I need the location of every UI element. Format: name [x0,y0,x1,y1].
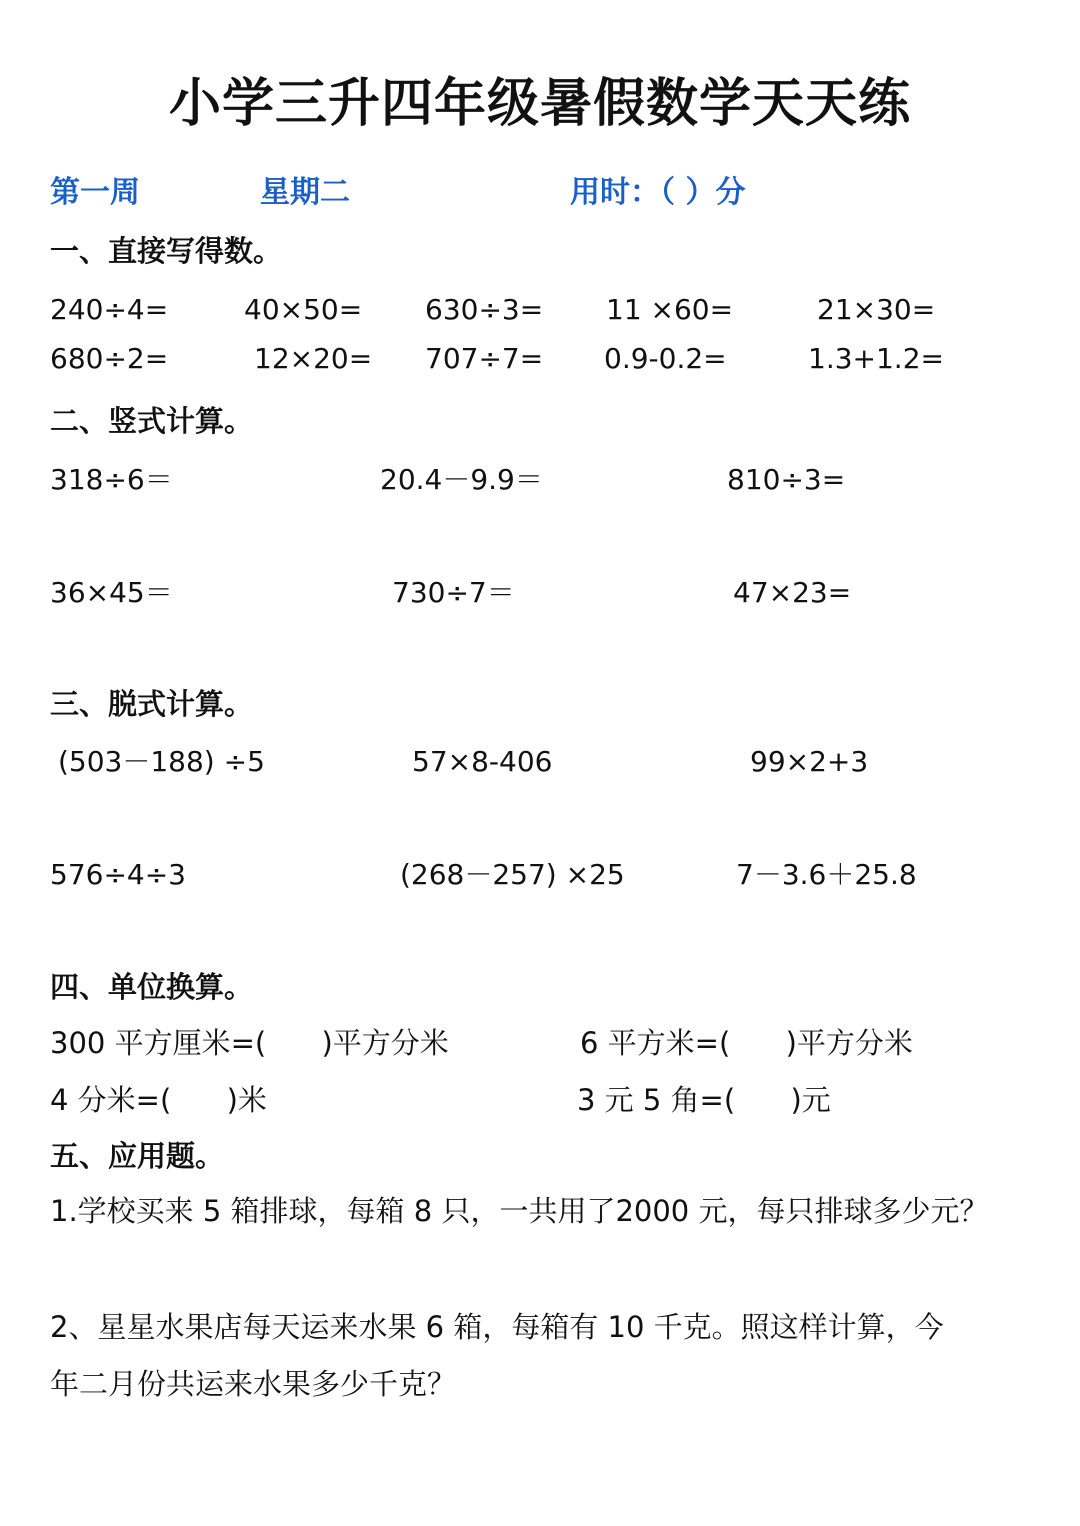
step-calc-item: 99×2+3 [750,745,869,778]
oral-calc-item: 1.3+1.2= [808,342,944,375]
word-problem-2-line-1: 2、星星水果店每天运来水果 6 箱，每箱有 10 千克。照这样计算，今 [50,1310,944,1344]
section-3-heading: 三、脱式计算。 [50,687,254,721]
oral-calc-item: 0.9-0.2= [604,342,727,375]
vertical-calc-item: 810÷3= [727,463,846,496]
page-title: 小学三升四年级暑假数学天天练 [168,74,911,134]
oral-calc-item: 707÷7= [425,342,544,375]
oral-calc-item: 11 ×60= [606,293,734,326]
oral-calc-item: 40×50= [244,293,363,326]
vertical-calc-item: 318÷6＝ [50,463,173,496]
step-calc-item: 57×8-406 [412,745,553,778]
step-calc-item: 576÷4÷3 [50,858,186,891]
week-label: 第一周 [50,175,140,210]
step-calc-item: (268－257) ×25 [400,858,625,891]
oral-calc-item: 240÷4= [50,293,169,326]
word-problem-2-line-2: 年二月份共运来水果多少千克？ [50,1367,457,1401]
section-2-heading: 二、竖式计算。 [50,404,254,438]
vertical-calc-item: 20.4－9.9＝ [380,463,543,496]
vertical-calc-item: 36×45＝ [50,576,173,609]
vertical-calc-item: 47×23= [733,576,852,609]
step-calc-item: (503－188) ÷5 [58,745,265,778]
vertical-calc-item: 730÷7＝ [392,576,515,609]
oral-calc-item: 12×20= [254,342,373,375]
section-1-heading: 一、直接写得数。 [50,234,283,268]
unit-conversion-item: 3 元 5 角=( )元 [577,1083,831,1117]
unit-conversion-item: 300 平方厘米=( )平方分米 [50,1026,449,1060]
section-5-heading: 五、应用题。 [50,1139,225,1173]
oral-calc-item: 21×30= [817,293,936,326]
day-label: 星期二 [260,175,350,210]
unit-conversion-item: 4 分米=( )米 [50,1083,267,1117]
word-problem-1: 1.学校买来 5 箱排球，每箱 8 只，一共用了2000 元，每只排球多少元？ [50,1194,989,1228]
step-calc-item: 7－3.6＋25.8 [736,858,917,891]
time-used-label: 用时：（ ）分 [570,175,746,210]
section-4-heading: 四、单位换算。 [50,970,254,1004]
oral-calc-item: 630÷3= [425,293,544,326]
oral-calc-item: 680÷2= [50,342,169,375]
unit-conversion-item: 6 平方米=( )平方分米 [580,1026,913,1060]
